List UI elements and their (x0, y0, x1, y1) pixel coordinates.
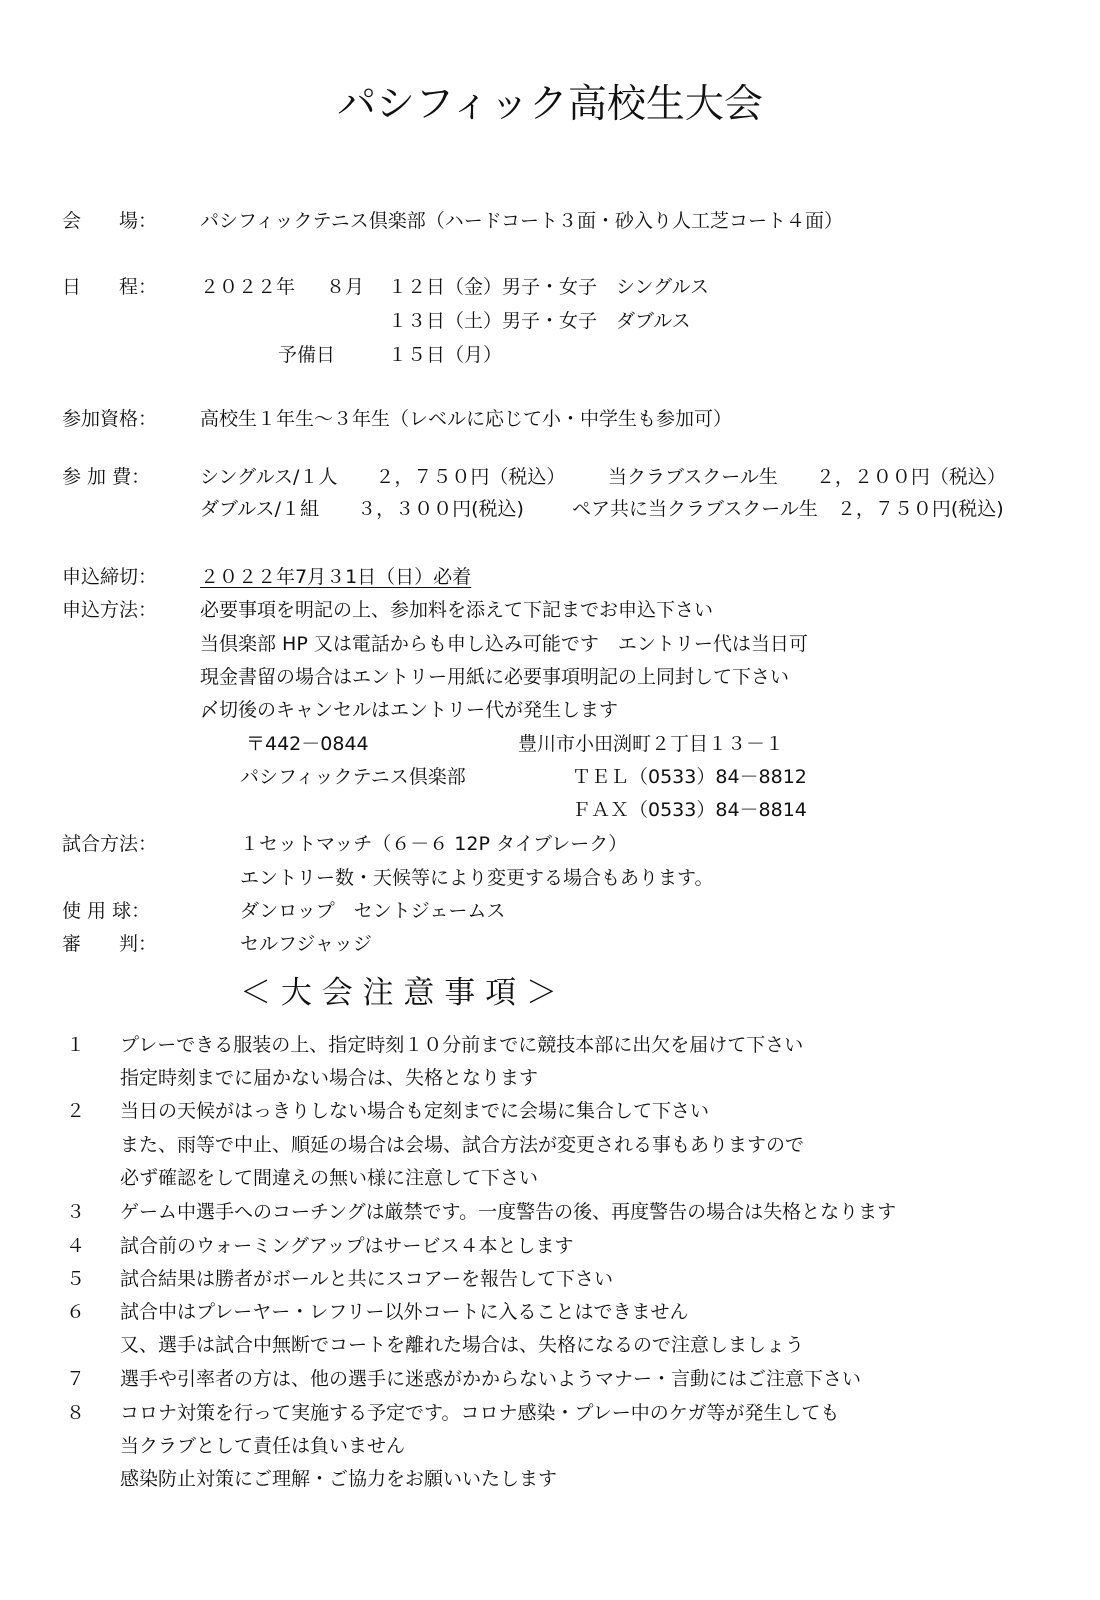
eligibility-text: 高校生１年生～３年生（レベルに応じて小・中学生も参加可） (200, 408, 733, 430)
referee-label: 審 判： (62, 933, 158, 955)
note-number: ４ (66, 1235, 86, 1257)
method-address: 豊川市小田渕町２丁目１３－１ (518, 733, 785, 755)
fee-label: 参 加 費： (62, 466, 151, 488)
note-line: 試合中はプレーヤー・レフリー以外コートに入ることはできません (120, 1301, 689, 1323)
notes-heading: ＜ 大 会 注 意 事 項 ＞ (240, 975, 557, 1011)
match-line1: １セットマッチ（６－６ 12P タイブレーク） (240, 833, 628, 855)
note-line: 選手や引率者の方は、他の選手に迷惑がかからないようマナー・言動にはご注意下さい (120, 1368, 862, 1390)
note-line: また、雨等で中止、順延の場合は会場、試合方法が変更される事もありますので (120, 1134, 805, 1156)
note-line: 指定時刻までに届かない場合は、失格となります (120, 1067, 539, 1089)
page-title: パシフィック高校生大会 (337, 82, 763, 127)
note-number: ２ (66, 1100, 86, 1122)
note-number: ６ (66, 1301, 86, 1323)
method-line: 〆切後のキャンセルはエントリー代が発生します (200, 699, 619, 721)
note-number: ５ (66, 1268, 86, 1290)
method-label: 申込方法： (62, 599, 158, 621)
schedule-label: 日 程： (62, 276, 158, 298)
note-line: 当日の天候がはっきりしない場合も定刻までに会場に集合して下さい (120, 1100, 710, 1122)
method-club: パシフィックテニス倶楽部 (240, 766, 466, 788)
fee-doubles: ダブルス/１組 ３，３００円(税込) (200, 498, 524, 520)
note-line: 当クラブとして責任は負いません (120, 1435, 406, 1457)
method-postal: 〒442－0844 (246, 733, 369, 755)
deadline-text: ２０２２年7月３1日（日）必着 (200, 566, 472, 588)
match-line2: エントリー数・天候等により変更する場合もあります。 (240, 867, 714, 889)
ball-text: ダンロップ セントジェームス (240, 900, 506, 922)
venue-text: パシフィックテニス倶楽部（ハードコート３面・砂入り人工芝コート４面） (200, 210, 843, 232)
schedule-reserve-day: １５日（月） (388, 344, 503, 366)
fee-doubles-member: ペア共に当クラブスクール生 ２，７５０円(税込) (572, 498, 1004, 520)
venue-label: 会 場： (62, 210, 158, 232)
schedule-day1: １２日（金）男子・女子 シングルス (388, 276, 710, 298)
schedule-month: ８月 (326, 276, 365, 298)
match-label: 試合方法： (62, 833, 158, 855)
ball-label: 使 用 球： (62, 900, 151, 922)
schedule-year: ２０２２年 (200, 276, 296, 298)
referee-text: セルフジャッジ (240, 933, 372, 955)
method-line: 必要事項を明記の上、参加料を添えて下記までお申込下さい (200, 599, 714, 621)
deadline-label: 申込締切： (62, 566, 158, 588)
note-line: 試合前のウォーミングアップはサービス４本とします (120, 1235, 574, 1257)
note-line: 必ず確認をして間違えの無い様に注意して下さい (120, 1167, 539, 1189)
note-line: ゲーム中選手へのコーチングは厳禁です。一度警告の後、再度警告の場合は失格となります (120, 1201, 897, 1223)
note-number: ７ (66, 1368, 86, 1390)
note-line: 又、選手は試合中無断でコートを離れた場合は、失格になるので注意しましょう (120, 1334, 805, 1356)
note-number: １ (66, 1034, 86, 1056)
note-number: ３ (66, 1201, 86, 1223)
note-line: プレーできる服装の上、指定時刻１０分前までに競技本部に出欠を届けて下さい (120, 1034, 804, 1056)
fee-singles-member: 当クラブスクール生 ２，２００円（税込） (608, 466, 1006, 488)
schedule-day2: １３日（土）男子・女子 ダブルス (388, 310, 691, 332)
fee-singles: シングルス/１人 ２，７５０円（税込） (200, 466, 566, 488)
method-line: 現金書留の場合はエントリー用紙に必要事項明記の上同封して下さい (200, 666, 790, 688)
method-line: 当倶楽部 HP 又は電話からも申し込み可能です エントリー代は当日可 (200, 633, 808, 655)
note-line: 感染防止対策にご理解・ご協力をお願いいたします (120, 1468, 558, 1490)
schedule-reserve-label: 予備日 (278, 344, 336, 366)
method-fax: ＦＡＸ（0533）84－8814 (572, 799, 807, 821)
method-tel: ＴＥＬ（0533）84－8812 (572, 766, 807, 788)
note-number: ８ (66, 1402, 86, 1424)
note-line: 試合結果は勝者がボールと共にスコアーを報告して下さい (120, 1268, 614, 1290)
eligibility-label: 参加資格： (62, 408, 158, 430)
note-line: コロナ対策を行って実施する予定です。コロナ感染・プレー中のケガ等が発生しても (120, 1402, 840, 1424)
